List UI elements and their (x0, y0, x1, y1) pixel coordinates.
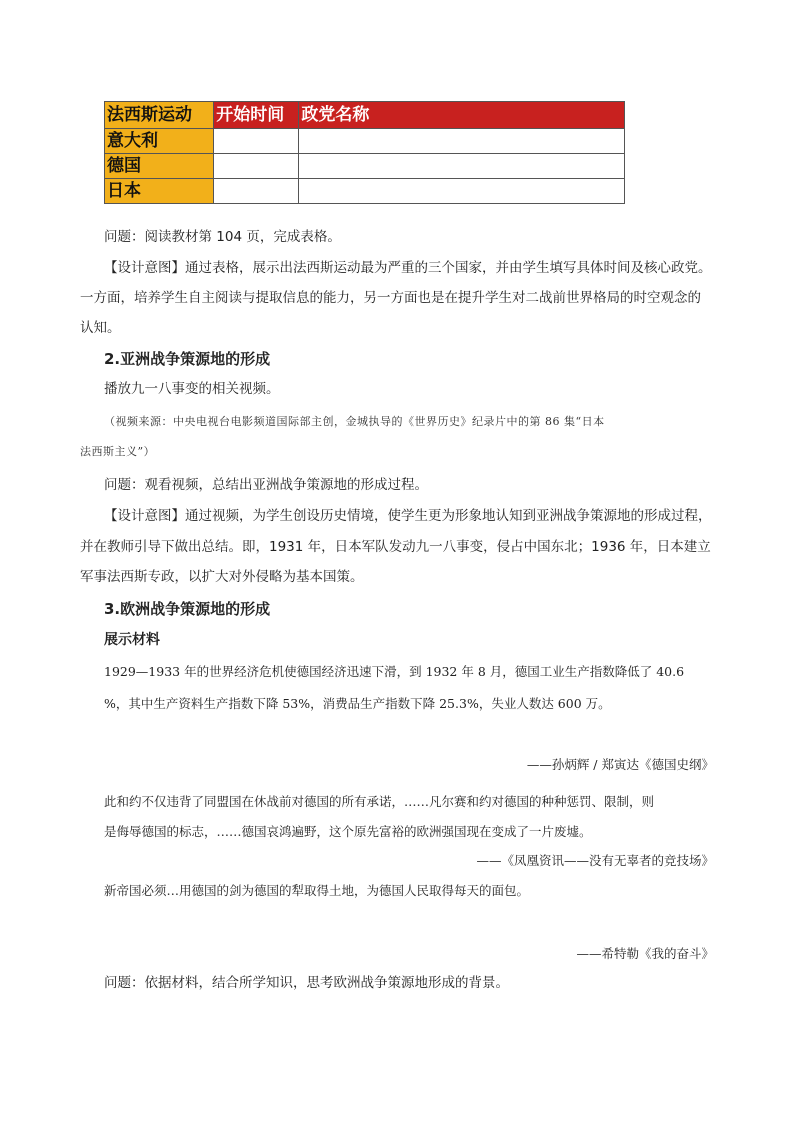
material-1-line-1: 1929—1933 年的世界经济危机使德国经济迅速下滑，到 1932 年 8 月，德国工业生产指数降低了 40.6 (104, 664, 685, 679)
section-3-title: 3.欧洲战争策源地的形成 (104, 600, 271, 618)
design-intent-1-line-3: 认知。 (80, 320, 121, 336)
table-row (105, 154, 625, 179)
table-cell-country: 日本 (105, 179, 214, 204)
video-play-text: 播放九一八事变的相关视频。 (104, 381, 280, 397)
design-intent-1-line-2: 一方面，培养学生自主阅读与提取信息的能力，另一方面也是在提升学生对二战前世界格局的时空观念的 (80, 290, 701, 306)
material-2-line-2: 是侮辱德国的标志，……德国哀鸿遍野，这个原先富裕的欧洲强国现在变成了一片废墟。 (104, 824, 592, 839)
citation-1: ——孙炳辉 / 郑寅达《德国史纲》 (526, 757, 714, 772)
table-row (105, 129, 625, 154)
material-2-line-1: 此和约不仅违背了同盟国在休战前对德国的所有承诺，……凡尔赛和约对德国的种种惩罚、限制，则 (104, 794, 655, 809)
design-intent-1-line-1: 【设计意图】通过表格，展示出法西斯运动最为严重的三个国家，并由学生填写具体时间及核心政党。 (104, 260, 712, 276)
table-cell-party (299, 154, 625, 179)
table-cell-start-time (214, 129, 299, 154)
design-intent-2-line-3: 军事法西斯专政，以扩大对外侵略为基本国策。 (80, 569, 364, 585)
section-2-title: 2.亚洲战争策源地的形成 (104, 350, 271, 368)
table-header-cell: 政党名称 (299, 102, 625, 129)
material-1-line-2: %，其中生产资料生产指数下降 53%，消费品生产指数下降 25.3%，失业人数达 600 万。 (104, 696, 611, 711)
table-cell-country: 意大利 (105, 129, 214, 154)
table-header-cell: 法西斯运动 (105, 102, 214, 129)
question-2: 问题：观看视频，总结出亚洲战争策源地的形成过程。 (104, 477, 428, 493)
video-source-line-1: （视频来源：中央电视台电影频道国际部主创，金城执导的《世界历史》纪录片中的第 86 集“日本 (104, 415, 605, 428)
citation-3: ——希特勒《我的奋斗》 (576, 946, 714, 961)
table-cell-country: 德国 (105, 154, 214, 179)
table-cell-party (299, 179, 625, 204)
table-cell-party (299, 129, 625, 154)
table-row (105, 179, 625, 204)
design-intent-2-line-1: 【设计意图】通过视频，为学生创设历史情境，使学生更为形象地认知到亚洲战争策源地的形成过程， (104, 508, 712, 524)
material-3-line-1: 新帝国必须…用德国的剑为德国的犁取得土地，为德国人民取得每天的面包。 (104, 883, 530, 898)
citation-2: ——《凤凰资讯——没有无辜者的竞技场》 (476, 853, 714, 868)
material-title: 展示材料 (104, 632, 160, 648)
question-1: 问题：阅读教材第 104 页，完成表格。 (104, 229, 341, 245)
design-intent-2-line-2: 并在教师引导下做出总结。即，1931 年，日本军队发动九一八事变，侵占中国东北；1936 年，日本建立 (80, 539, 711, 555)
table-cell-start-time (214, 179, 299, 204)
fascism-table (104, 101, 625, 204)
table-header-cell: 开始时间 (214, 102, 299, 129)
question-3: 问题：依据材料，结合所学知识，思考欧洲战争策源地形成的背景。 (104, 975, 509, 991)
video-source-line-2: 法西斯主义”） (80, 445, 156, 458)
table-cell-start-time (214, 154, 299, 179)
table-header-row (105, 102, 625, 129)
